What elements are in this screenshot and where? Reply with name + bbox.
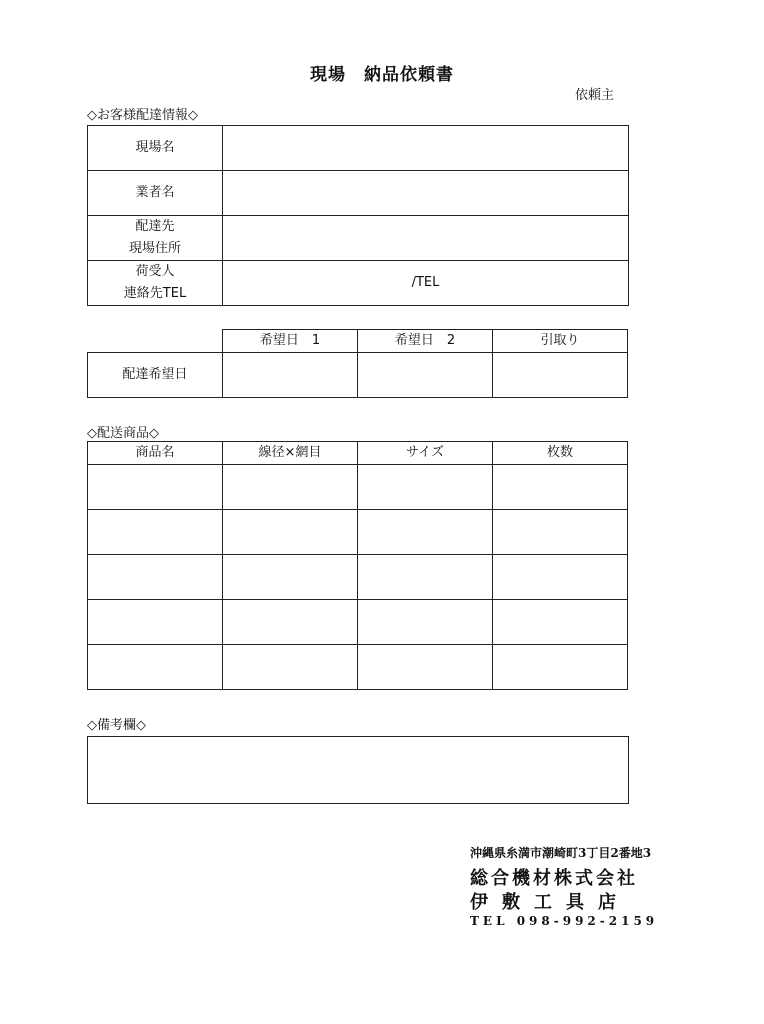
preferred-date-1-field[interactable] — [223, 353, 358, 398]
recipient-contact-field[interactable]: /TEL — [223, 261, 629, 306]
quantity-cell[interactable] — [493, 600, 628, 645]
quantity-cell[interactable] — [493, 645, 628, 690]
table-row — [88, 510, 628, 555]
delivery-address-label — [88, 216, 223, 261]
wire-mesh-header: 線径×網目 — [223, 442, 358, 465]
wire-mesh-cell[interactable] — [223, 600, 358, 645]
size-cell[interactable] — [358, 555, 493, 600]
wire-mesh-cell[interactable] — [223, 465, 358, 510]
customer-info-table — [87, 125, 629, 306]
product-name-cell[interactable] — [88, 465, 223, 510]
delivery-date-table — [87, 329, 628, 398]
table-row — [88, 555, 628, 600]
delivery-address-label-line1: 配達先 — [135, 219, 175, 234]
preferred-date-2-header: 希望日 2 — [358, 330, 493, 353]
quantity-header: 枚数 — [493, 442, 628, 465]
quantity-cell[interactable] — [493, 465, 628, 510]
site-name-field[interactable] — [223, 126, 629, 171]
recipient-label — [88, 261, 223, 306]
product-name-cell[interactable] — [88, 555, 223, 600]
site-name-label: 現場名 — [88, 126, 223, 171]
table-row — [88, 645, 628, 690]
date-table-corner — [88, 330, 223, 353]
company-tel: TEL 098-992-2159 — [470, 914, 659, 928]
remarks-section-heading: ◇備考欄◇ — [87, 718, 146, 733]
size-cell[interactable] — [358, 645, 493, 690]
delivery-date-label: 配達希望日 — [88, 353, 223, 398]
products-table — [87, 441, 628, 690]
recipient-label-line2: 連絡先TEL — [123, 286, 187, 301]
product-name-cell[interactable] — [88, 600, 223, 645]
products-section-heading: ◇配送商品◇ — [87, 426, 159, 441]
size-cell[interactable] — [358, 510, 493, 555]
wire-mesh-cell[interactable] — [223, 645, 358, 690]
company-name-field[interactable] — [223, 171, 629, 216]
company-name: 総合機材株式会社 — [470, 868, 638, 889]
table-row — [88, 600, 628, 645]
pickup-field[interactable] — [493, 353, 628, 398]
size-cell[interactable] — [358, 600, 493, 645]
size-header: サイズ — [358, 442, 493, 465]
company-name-label: 業者名 — [88, 171, 223, 216]
page-title: 現場 納品依頼書 — [310, 65, 454, 85]
product-name-cell[interactable] — [88, 510, 223, 555]
wire-mesh-cell[interactable] — [223, 510, 358, 555]
remarks-field[interactable] — [87, 736, 629, 804]
product-name-cell[interactable] — [88, 645, 223, 690]
customer-section-heading: ◇お客様配達情報◇ — [87, 108, 198, 123]
wire-mesh-cell[interactable] — [223, 555, 358, 600]
product-name-header: 商品名 — [88, 442, 223, 465]
recipient-label-line1: 荷受人 — [135, 264, 175, 279]
quantity-cell[interactable] — [493, 555, 628, 600]
shop-name: 伊敷工具店 — [470, 892, 630, 913]
preferred-date-1-header: 希望日 1 — [223, 330, 358, 353]
pickup-header: 引取り — [493, 330, 628, 353]
quantity-cell[interactable] — [493, 510, 628, 555]
delivery-address-field[interactable] — [223, 216, 629, 261]
requester-label: 依頼主 — [575, 88, 615, 103]
table-row — [88, 465, 628, 510]
preferred-date-2-field[interactable] — [358, 353, 493, 398]
size-cell[interactable] — [358, 465, 493, 510]
delivery-address-label-line2: 現場住所 — [128, 241, 181, 256]
company-address: 沖縄県糸満市潮崎町3丁目2番地3 — [470, 846, 652, 860]
